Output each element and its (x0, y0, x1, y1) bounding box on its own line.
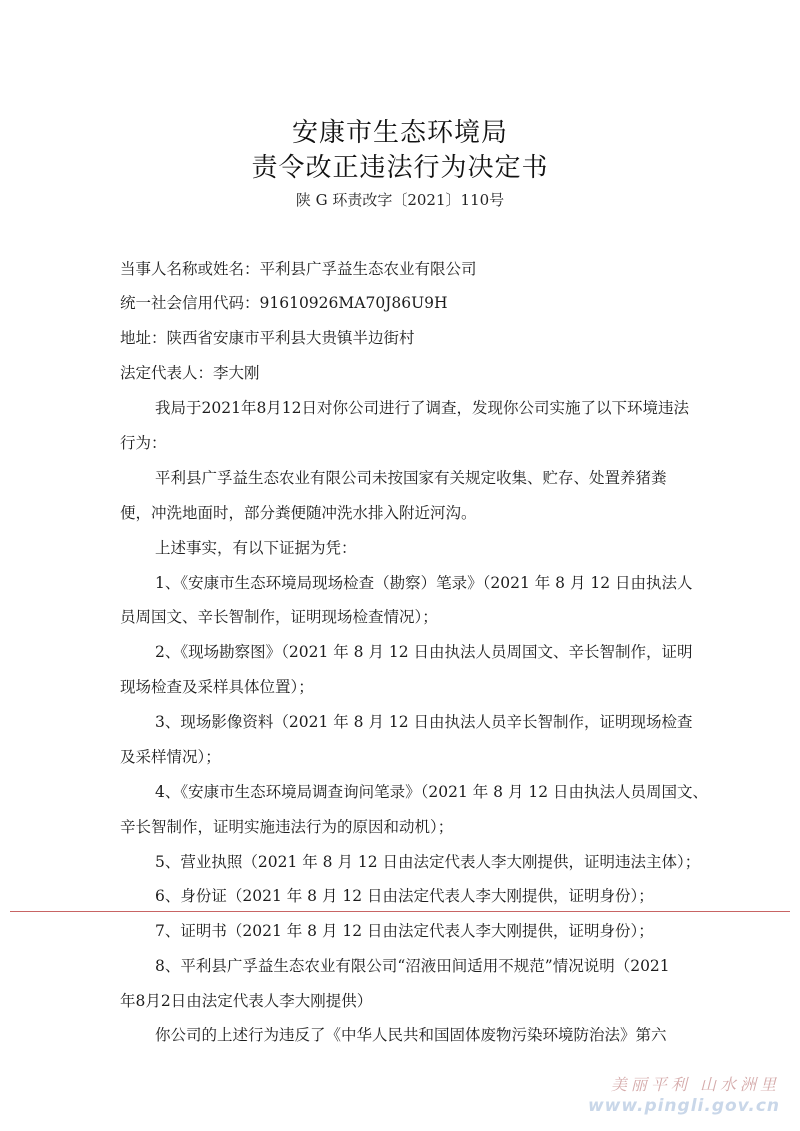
evidence-item-5: 5、营业执照（2021 年 8 月 12 日由法定代表人李大刚提供，证明违法主体）； (155, 853, 701, 871)
evidence-item-8-line2: 年8月2日由法定代表人李大刚提供） (120, 992, 373, 1010)
intro-paragraph-line2: 行为： (120, 434, 167, 452)
evidence-item-4-line1: 4、《安康市生态环境局调查询问笔录》（2021 年 8 月 12 日由执法人员周国文、 (155, 783, 709, 801)
credit-code: 统一社会信用代码：91610926MA70J86U9H (120, 294, 448, 312)
evidence-item-3-line2: 及采样情况）； (120, 748, 221, 766)
site-watermark-url: www.pingli.gov.cn (587, 1096, 780, 1116)
legal-representative: 法定代表人：李大刚 (120, 364, 260, 382)
conclusion-paragraph-line1: 你公司的上述行为违反了《中华人民共和国固体废物污染环境防治法》第六 (155, 1026, 667, 1044)
document-title-line2: 责令改正违法行为决定书 (251, 153, 549, 183)
evidence-item-1-line2: 员周国文、辛长智制作，证明现场检查情况）； (120, 608, 438, 626)
evidence-item-4-line2: 辛长智制作，证明实施违法行为的原因和动机）； (120, 818, 454, 836)
evidence-item-6: 6、身份证（2021 年 8 月 12 日由法定代表人李大刚提供，证明身份）； (155, 887, 654, 905)
document-number: 陕 G 环责改字〔2021〕110号 (295, 191, 505, 209)
scan-margin-line (10, 911, 790, 912)
evidence-item-1-line1: 1、《安康市生态环境局现场检查（勘察）笔录》（2021 年 8 月 12 日由执法人 (155, 574, 693, 592)
party-name: 当事人名称或姓名：平利县广孚益生态农业有限公司 (120, 260, 477, 278)
evidence-item-3-line1: 3、现场影像资料（2021 年 8 月 12 日由执法人员辛长智制作，证明现场检查 (155, 713, 693, 731)
evidence-item-7: 7、证明书（2021 年 8 月 12 日由法定代表人李大刚提供，证明身份）； (155, 922, 654, 940)
evidence-item-2-line1: 2、《现场勘察图》（2021 年 8 月 12 日由执法人员周国文、辛长智制作，证明 (155, 643, 693, 661)
document-title-line1: 安康市生态环境局 (291, 118, 508, 148)
evidence-item-2-line2: 现场检查及采样具体位置）； (120, 678, 314, 696)
intro-paragraph-line1: 我局于2021年8月12日对你公司进行了调查，发现你公司实施了以下环境违法 (155, 399, 690, 417)
violation-paragraph-line2: 便，冲洗地面时，部分粪便随冲洗水排入附近河沟。 (120, 504, 477, 522)
evidence-item-8-line1: 8、平利县广孚益生态农业有限公司“沼液田间适用不规范”情况说明（2021 (155, 957, 670, 975)
site-watermark-slogan: 美丽平利 山水洲里 (610, 1075, 780, 1094)
evidence-intro: 上述事实，有以下证据为凭： (155, 539, 357, 557)
party-address: 地址：陕西省安康市平利县大贵镇半边街村 (120, 329, 415, 347)
violation-paragraph-line1: 平利县广孚益生态农业有限公司未按国家有关规定收集、贮存、处置养猪粪 (155, 469, 667, 487)
